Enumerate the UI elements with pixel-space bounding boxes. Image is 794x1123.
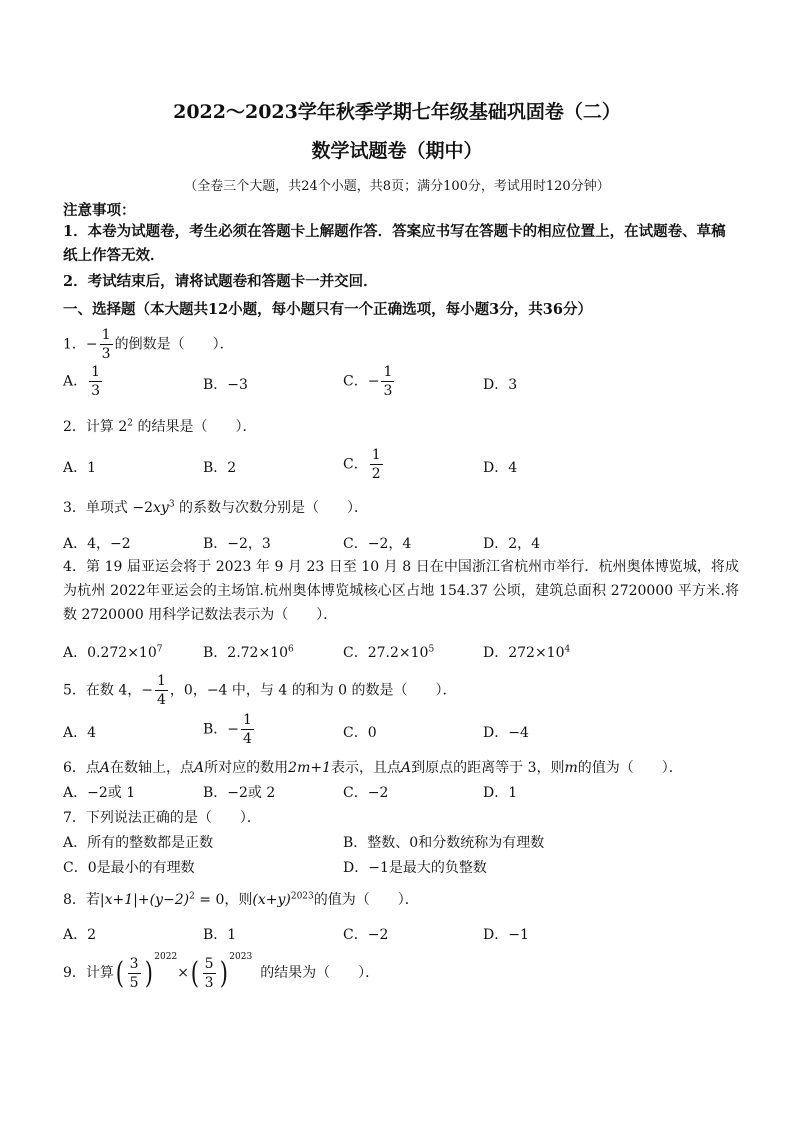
q7-option-a: A．所有的整数都是正数 (63, 835, 214, 851)
q4-option-d: D．$272\times 10^4$ (483, 644, 571, 661)
q1-option-a: A． $\frac{1}{3}$ (63, 364, 101, 399)
q6-option-c: C．−2 (343, 785, 389, 801)
q3-option-c: C．−2，4 (343, 536, 412, 552)
q8-option-d: D．−1 (483, 927, 529, 943)
q6-option-a: A．−2或 1 (63, 785, 136, 801)
notice-item-1: 1．本卷为试题卷，考生必须在答题卡上解题作答．答案应书写在答题卡的相应位置上，在试题卷、草稿纸上作答无效． (63, 223, 726, 264)
q4-option-a: A．$0.272\times 10^7$ (63, 644, 163, 661)
section-heading-choice: 一、选择题（本大题共12小题，每小题只有一个正确选项，每小题3分，共36分） (63, 301, 592, 318)
q7-option-b: B．整数、0和分数统称为有理数 (343, 835, 545, 851)
q1-option-c: C．− $\frac{1}{3}$ (343, 364, 393, 399)
q8-option-a: A．2 (63, 927, 97, 943)
q6-option-d: D．1 (483, 785, 518, 801)
q1-option-d: D．3 (483, 377, 518, 393)
q7-option-d: D．−1是最大的负整数 (343, 860, 487, 876)
q2-option-b: B．2 (203, 460, 237, 476)
q3-option-a: A．4，−2 (63, 536, 131, 552)
q2-option-d: D．4 (483, 460, 518, 476)
q7-option-c: C．0是最小的有理数 (63, 860, 195, 876)
question-2: 2．计算 $2^2$ 的结果是（ ）． (63, 418, 257, 435)
question-6: 6．点A在数轴上，点A所对应的数用2m+1表示，且点A到原点的距离等于 3，则m的值为（ ）． (63, 760, 683, 776)
exam-info: （全卷三个大题，共24个小题，共8页；满分100分，考试用时120分钟） (184, 179, 610, 194)
question-3: 3．单项式 $-2xy^3$ 的系数与次数分别是（ ）． (63, 499, 368, 516)
q4-option-b: B．$2.72\times 10^6$ (203, 644, 294, 661)
question-5: 5．在数 4，− $\frac{1}{4}$ ，0，−4 中，与 4 的和为 0 的数是（ ）． (63, 673, 457, 708)
q6-option-b: B．−2或 2 (203, 785, 276, 801)
question-4: 4．第 19 届亚运会将于 2023 年 9 月 23 日至 10 月 8 日在中国浙江省杭州市举行．杭州奥体博览城，将成为杭州 2022年亚运会的主场馆.杭州奥体博览城核心区占地 154.37 公顷，建筑总面积 2720000 平方米.将数 2720000 用科学记数法表示为（ ）． (63, 559, 739, 623)
q2-option-c: C． $\frac{1}{2}$ (343, 447, 381, 482)
q4-option-c: C．$27.2\times 10^5$ (343, 644, 435, 661)
q3-option-b: B．−2，3 (203, 536, 271, 552)
question-7: 7．下列说法正确的是（ ）． (63, 810, 261, 826)
q5-option-a: A．4 (63, 725, 97, 741)
notice-heading: 注意事项： (63, 202, 136, 219)
notice-item-2: 2．考试结束后，请将试题卷和答题卡一并交回． (63, 273, 378, 290)
q8-option-c: C．−2 (343, 927, 389, 943)
q1-option-b: B．−3 (203, 377, 248, 393)
question-1: 1．− $\frac{1}{3}$ 的倒数是（ ）． (63, 327, 234, 362)
q5-option-b: B．− $\frac{1}{4}$ (203, 712, 252, 747)
fraction: $\frac{1}{3}$ (101, 327, 111, 362)
q5-option-c: C．0 (343, 725, 377, 741)
q8-option-b: B．1 (203, 927, 237, 943)
q5-option-d: D．−4 (483, 725, 529, 741)
q3-option-d: D．2，4 (483, 536, 541, 552)
exam-title: 2022～2023学年秋季学期七年级基础巩固卷（二） (173, 101, 621, 123)
q2-option-a: A．1 (63, 460, 97, 476)
question-8: 8．若$|x+1|+(y-2)^2 = 0$，则$(x+y)^{2023}$的值为（ ）． (63, 891, 419, 908)
exam-subtitle: 数学试题卷（期中） (311, 140, 483, 162)
question-9: 9．计算( $\frac{3}{5}$ ) $^{2022}$×( $\frac{5}{3}$ ) $^{2023}$的结果为（ ）． (63, 952, 380, 991)
